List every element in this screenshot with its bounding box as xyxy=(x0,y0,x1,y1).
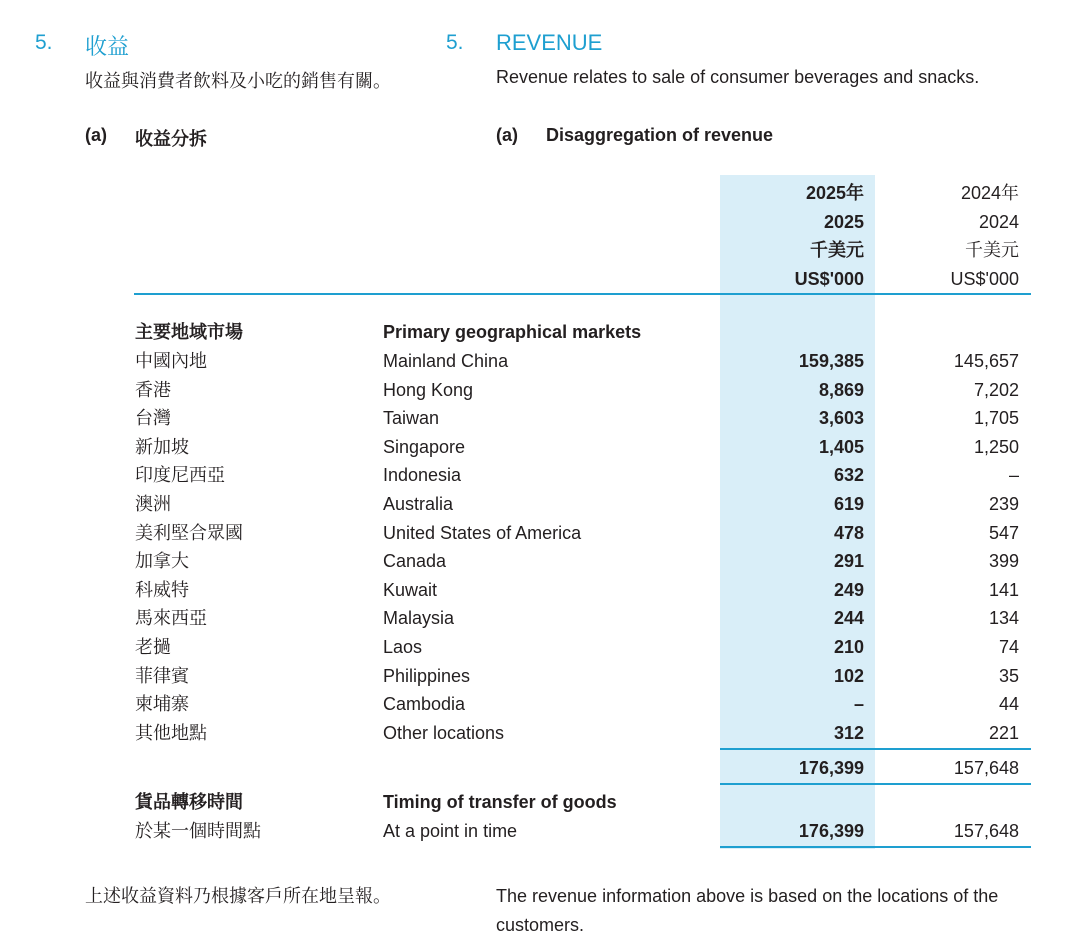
table-row xyxy=(0,604,1080,633)
row-value-2024: 1,705 xyxy=(973,408,1019,429)
total-rule xyxy=(720,846,1031,848)
row-value-2025: 244 xyxy=(833,608,864,629)
timing-heading-en: Timing of transfer of goods xyxy=(383,792,617,812)
timing-heading-row xyxy=(0,788,1080,817)
geo-heading-row xyxy=(0,318,1080,347)
row-value-2025: 619 xyxy=(833,494,864,514)
row-value-2025: 159,385 xyxy=(798,351,864,371)
row-label-en: United States of America xyxy=(383,522,582,543)
row-value-2025: 8,869 xyxy=(818,379,864,400)
row-label-zh: 香港 xyxy=(135,379,171,400)
header-2024-year-zh: 2024年 xyxy=(960,183,1019,203)
subsection-label-zh: (a) xyxy=(85,125,107,145)
row-label-zh: 柬埔寨 xyxy=(135,694,189,715)
subsection-label-en: (a) xyxy=(496,125,518,145)
subsection-title-en: Disaggregation of revenue xyxy=(546,125,774,145)
section-title-zh: 收益 xyxy=(85,34,130,59)
row-label-en: Kuwait xyxy=(383,579,438,600)
subtotal-rule-top xyxy=(720,748,1031,750)
row-value-2024: 547 xyxy=(988,522,1019,543)
footnote-zh: 上述收益資料乃根據客戶所在地呈報。 xyxy=(85,886,391,906)
row-label-zh: 中國內地 xyxy=(135,351,207,371)
row-label-en: Australia xyxy=(383,494,454,514)
row-value-2024: 74 xyxy=(998,637,1019,657)
table-row xyxy=(0,662,1080,691)
section-number-en: 5. xyxy=(446,31,464,54)
row-value-2024: 35 xyxy=(998,665,1019,686)
table-row xyxy=(0,576,1080,605)
header-2024-unit-zh: 千美元 xyxy=(965,240,1019,261)
row-label-zh: 澳洲 xyxy=(135,494,171,514)
timing-row xyxy=(0,817,1080,846)
row-value-2024: 141 xyxy=(988,579,1019,600)
intro-text-zh: 收益與消費者飲料及小吃的銷售有關。 xyxy=(85,71,391,91)
column-header-2025 xyxy=(724,179,864,294)
row-value-2025: 210 xyxy=(833,637,864,657)
subtotal-rule-bottom xyxy=(720,783,1031,785)
row-value-2024: 239 xyxy=(988,494,1019,514)
subsection-title-zh: 收益分拆 xyxy=(135,129,207,149)
table-row xyxy=(0,404,1080,433)
geo-heading-zh: 主要地域市場 xyxy=(135,322,243,342)
table-row xyxy=(0,633,1080,662)
row-value-2025: 102 xyxy=(833,665,864,686)
header-rule xyxy=(134,293,1031,295)
row-value-2025: 632 xyxy=(833,465,864,486)
row-label-zh: 科威特 xyxy=(135,579,189,600)
table-row xyxy=(0,376,1080,405)
section-title-en: REVENUE xyxy=(496,30,603,55)
row-value-2025: 291 xyxy=(833,551,864,572)
header-2025-year-zh: 2025年 xyxy=(805,183,864,203)
row-label-en: Mainland China xyxy=(383,351,509,371)
table-row xyxy=(0,490,1080,519)
row-label-en: Hong Kong xyxy=(383,379,474,400)
row-label-zh: 新加坡 xyxy=(135,436,189,457)
row-label-en: Malaysia xyxy=(383,608,455,629)
table-row xyxy=(0,519,1080,548)
geo-total-2024: 157,648 xyxy=(953,758,1019,778)
row-label-en: Canada xyxy=(383,551,447,572)
column-header-2024 xyxy=(879,179,1019,294)
row-label-zh: 馬來西亞 xyxy=(135,608,207,629)
row-label-en: Cambodia xyxy=(383,694,466,715)
header-2024-year-en: 2024 xyxy=(978,211,1019,232)
intro-text-en: Revenue relates to sale of consumer beverages and snacks. xyxy=(496,67,980,87)
row-label-zh: 加拿大 xyxy=(135,551,189,572)
row-label-zh: 菲律賓 xyxy=(135,665,189,686)
row-value-2025: 478 xyxy=(833,522,864,543)
geo-heading-en: Primary geographical markets xyxy=(383,322,642,342)
row-value-2024: 221 xyxy=(988,722,1019,743)
row-label-en: Laos xyxy=(383,637,423,657)
table-row xyxy=(0,690,1080,719)
row-label-zh: 美利堅合眾國 xyxy=(135,522,243,543)
header-2025-unit-zh: 千美元 xyxy=(810,240,864,261)
table-row xyxy=(0,547,1080,576)
row-label-zh: 台灣 xyxy=(135,408,171,429)
row-label-en: Singapore xyxy=(383,436,466,457)
row-value-2025: 1,405 xyxy=(818,436,864,457)
timing-label-zh: 於某一個時間點 xyxy=(135,821,261,841)
timing-label-en: At a point in time xyxy=(383,821,518,841)
geo-total-2025: 176,399 xyxy=(798,758,864,778)
header-2024-unit-en: US$'000 xyxy=(950,269,1019,290)
row-value-2025: 3,603 xyxy=(818,408,864,429)
row-value-2025: 249 xyxy=(833,579,864,600)
row-value-2024: 145,657 xyxy=(953,351,1019,371)
section-number-zh: 5. xyxy=(35,31,53,54)
row-value-2024: 7,202 xyxy=(973,379,1019,400)
row-value-2024: 399 xyxy=(988,551,1019,572)
row-value-2025: 312 xyxy=(833,722,864,743)
row-label-en: Philippines xyxy=(383,665,471,686)
header-2025-year-en: 2025 xyxy=(823,211,864,232)
row-value-2024: 1,250 xyxy=(973,436,1019,457)
timing-value-2025: 176,399 xyxy=(798,821,864,841)
footnote-en-line2: customers. xyxy=(496,915,585,935)
row-label-zh: 印度尼西亞 xyxy=(135,465,225,486)
footnote-en xyxy=(496,882,998,940)
row-value-2025: – xyxy=(853,694,864,715)
table-row xyxy=(0,347,1080,376)
row-label-en: Other locations xyxy=(383,722,505,743)
row-label-en: Taiwan xyxy=(383,408,440,429)
row-label-en: Indonesia xyxy=(383,465,462,486)
table-row xyxy=(0,433,1080,462)
footnote-en-line1: The revenue information above is based on the locations of the xyxy=(496,886,999,906)
timing-heading-zh: 貨品轉移時間 xyxy=(135,792,243,812)
header-2025-unit-en: US$'000 xyxy=(794,269,864,290)
row-value-2024: 44 xyxy=(998,694,1019,715)
row-label-zh: 其他地點 xyxy=(135,722,207,743)
table-row xyxy=(0,461,1080,490)
row-value-2024: – xyxy=(1008,465,1019,486)
table-row xyxy=(0,719,1080,748)
row-label-zh: 老撾 xyxy=(135,637,171,657)
row-value-2024: 134 xyxy=(988,608,1019,629)
timing-value-2024: 157,648 xyxy=(953,821,1019,841)
geo-total-row xyxy=(0,754,1080,783)
